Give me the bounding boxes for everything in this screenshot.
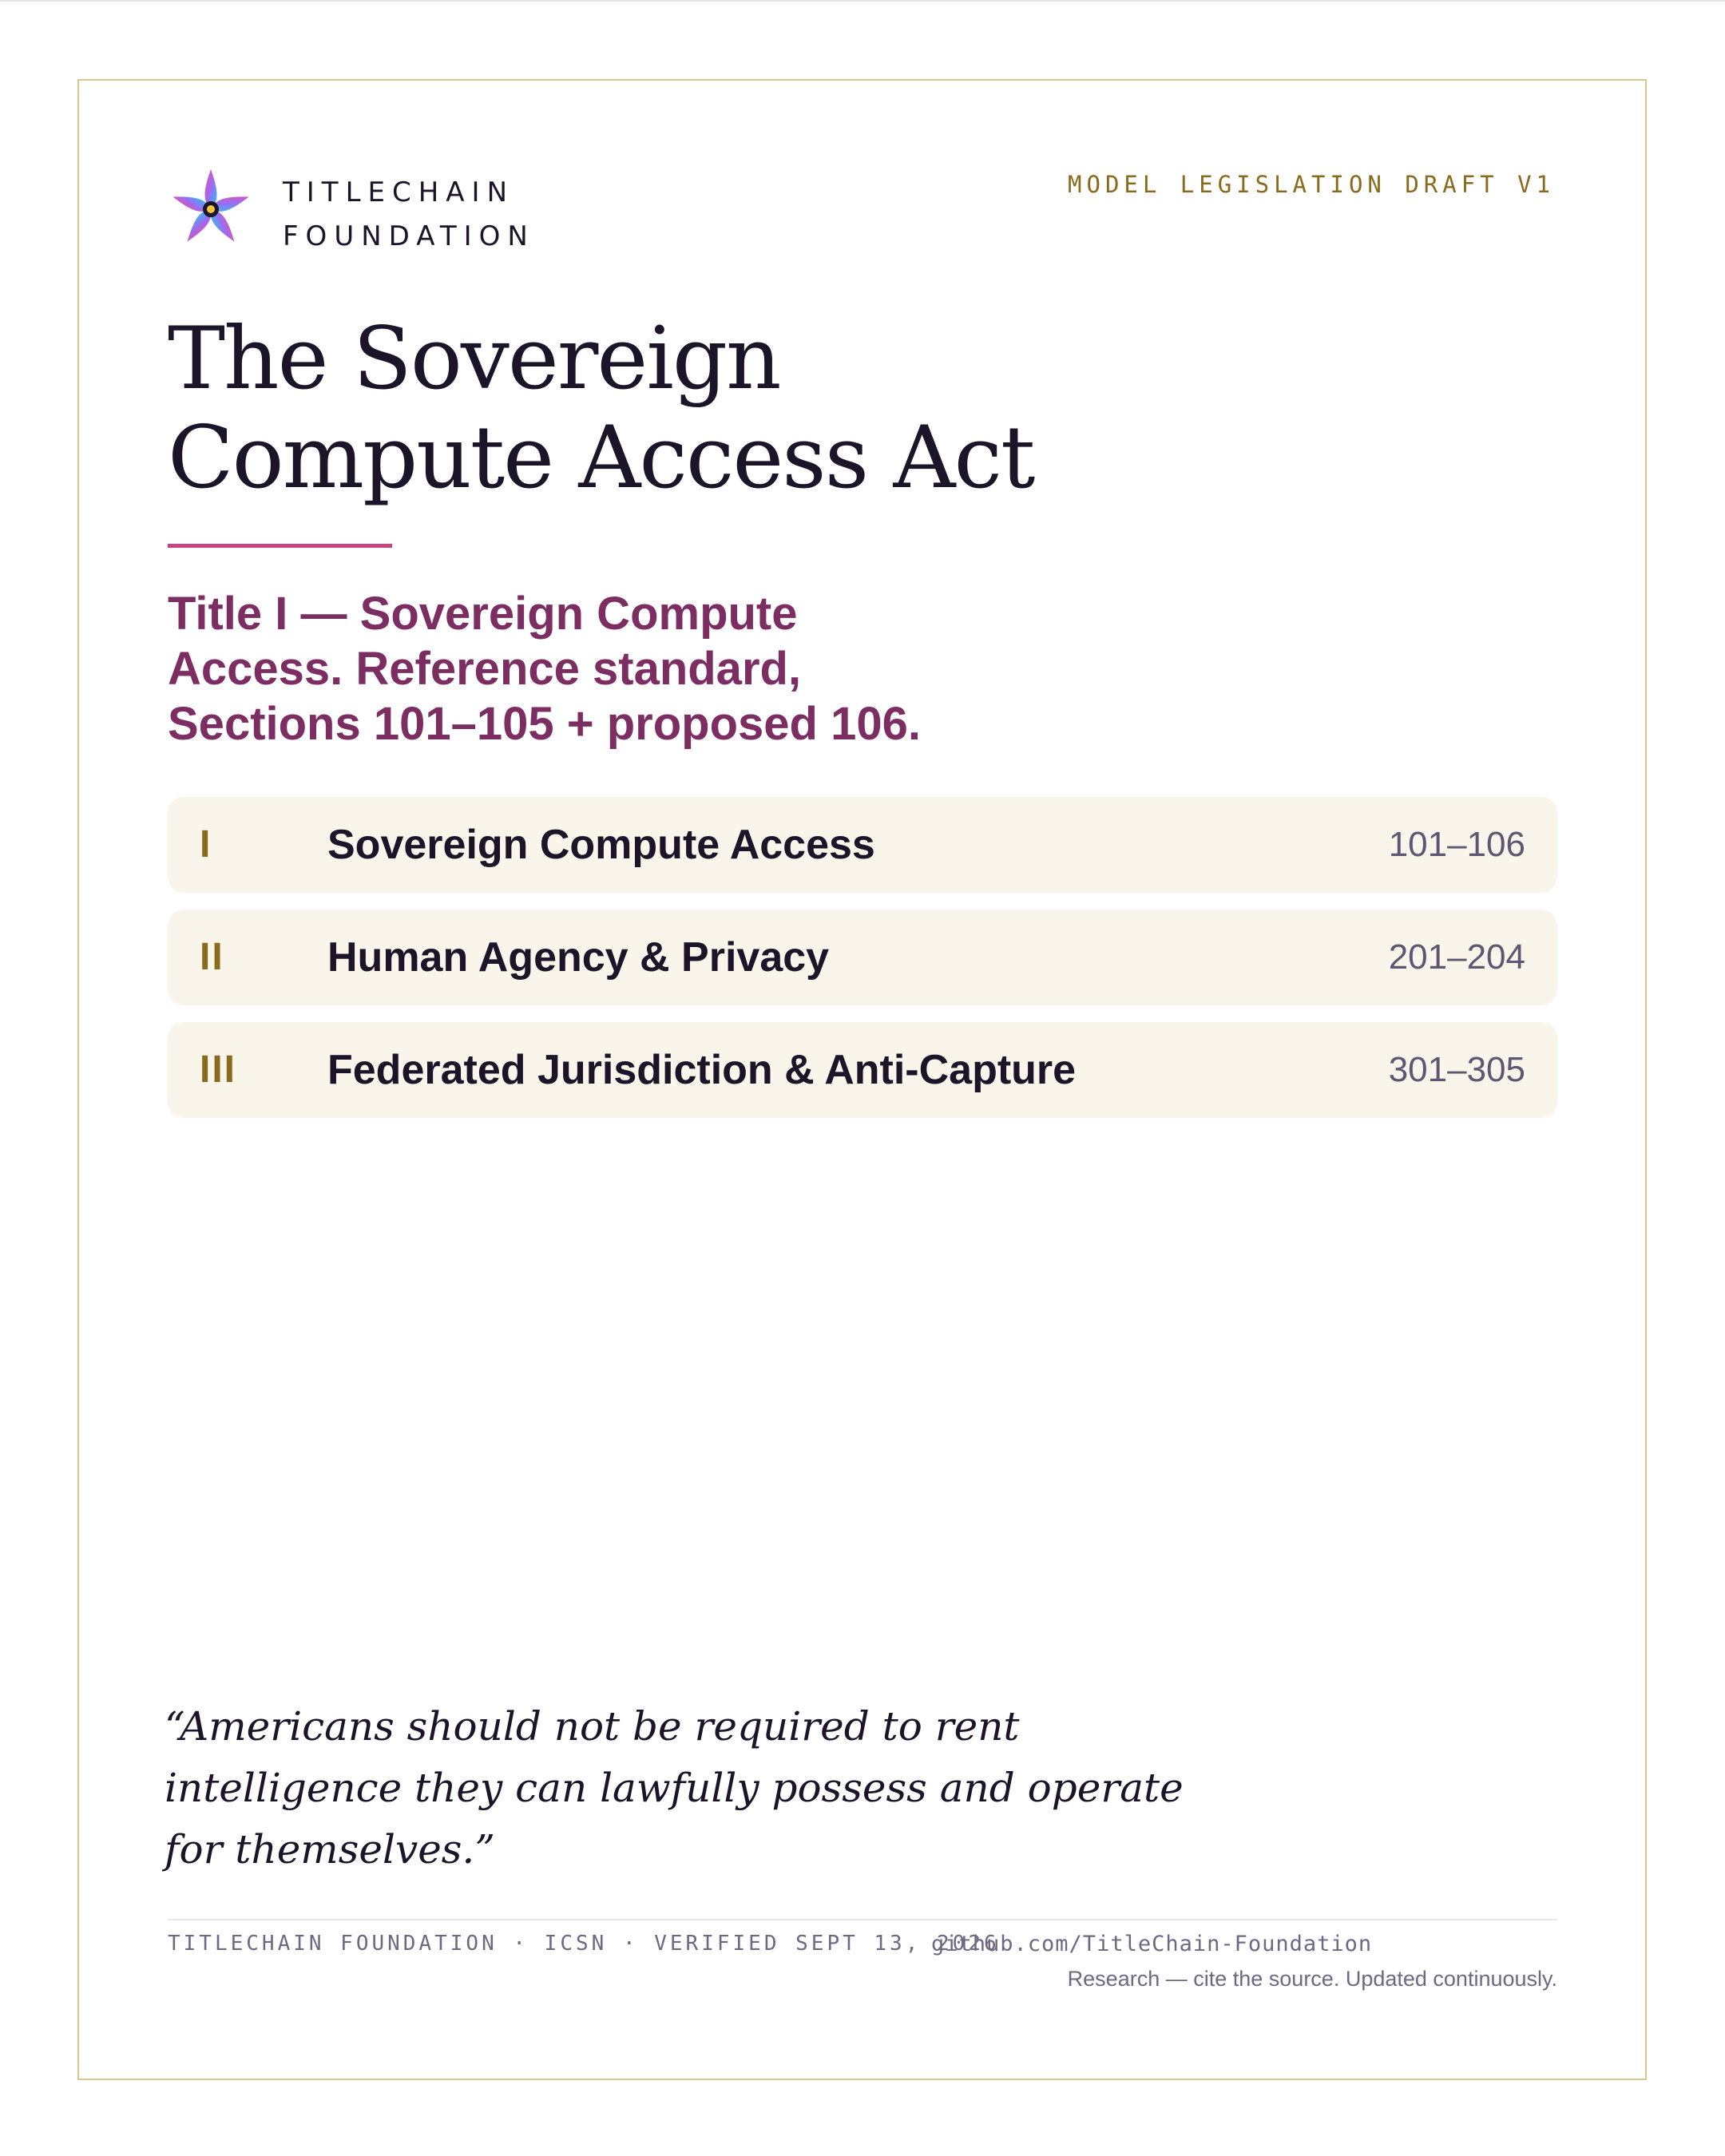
pull-quote	[165, 1696, 1184, 1881]
section-range: 301–305	[1388, 1050, 1525, 1089]
title-numeral: II	[200, 936, 224, 978]
title-accent-rule	[168, 544, 392, 548]
title-row-iii	[168, 1022, 1557, 1118]
titles-list	[168, 797, 1557, 1135]
title-numeral: III	[200, 1048, 237, 1091]
top-divider	[0, 0, 1725, 2]
quote-line3: for themselves.”	[165, 1826, 495, 1873]
title-name: Sovereign Compute Access	[327, 822, 875, 868]
title-numeral: I	[200, 823, 212, 866]
section-range: 101–106	[1388, 825, 1525, 864]
document-title	[168, 310, 1033, 508]
title-name: Human Agency & Privacy	[327, 934, 830, 981]
subtitle-line2: Access. Reference standard,	[168, 643, 802, 695]
subtitle-line1: Title I — Sovereign Compute	[168, 588, 798, 640]
title-name: Federated Jurisdiction & Anti-Capture	[327, 1047, 1077, 1093]
footer-note: Research — cite the source. Updated continuously.	[1067, 1967, 1557, 1991]
footer-meta: TITLECHAIN FOUNDATION · ICSN · VERIFIED SEPT 13, 2026	[168, 1932, 1000, 1956]
organization-name-line1: TITLECHAIN	[283, 176, 515, 208]
subtitle-line3: Sections 101–105 + proposed 106.	[168, 698, 921, 750]
title-row-ii	[168, 910, 1557, 1005]
github-link[interactable]: github.com/TitleChain-Foundation	[931, 1932, 1373, 1956]
section-range: 201–204	[1388, 937, 1525, 977]
star-flower-logo-icon	[168, 166, 254, 252]
document-subtitle	[168, 586, 1126, 751]
quote-line1: “Americans should not be required to rent	[165, 1703, 1020, 1750]
footer-divider	[168, 1919, 1557, 1920]
title-row-i	[168, 797, 1557, 893]
organization-name	[283, 171, 535, 259]
quote-line2: intelligence they can lawfully possess and operate	[165, 1765, 1184, 1811]
draft-label: MODEL LEGISLATION DRAFT V1	[1068, 171, 1555, 198]
document-title-line1: The Sovereign	[168, 309, 780, 409]
document-title-line2: Compute Access Act	[168, 408, 1034, 508]
organization-name-line2: FOUNDATION	[283, 220, 535, 252]
